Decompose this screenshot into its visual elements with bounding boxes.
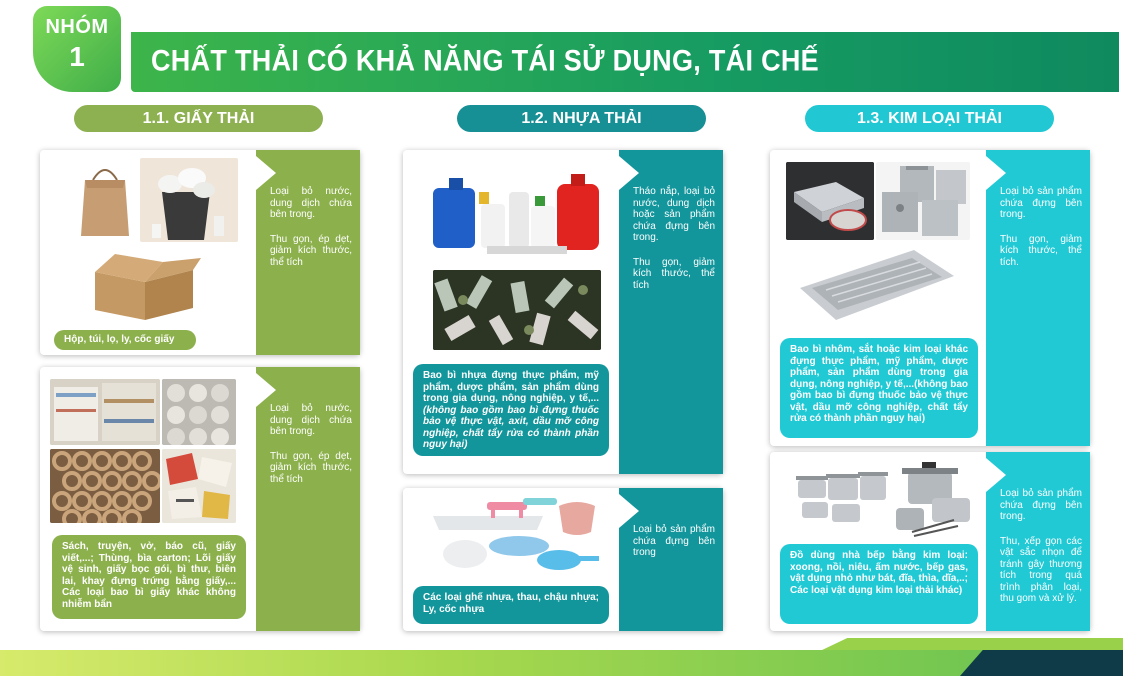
cardboard-box-image [85, 248, 203, 322]
paper-rolls-image [162, 379, 236, 445]
metal-card-1-caption: Bao bì nhôm, sắt hoặc kim loại khác đựng thực phẩm, mỹ phẩm, dược phẩm, sản phẩm dùng trong gia dụng, nông nghiệp, y tế,...(không bao gồm bao bì đựng thuốc bảo vệ thực vật, dầu mỡ công nghiệp, chất tẩy rửa có thành phần nguy hại) [780, 338, 978, 438]
metal-card-2-side [986, 452, 1090, 631]
group-number: 1 [69, 41, 85, 72]
metal-card-1 [770, 150, 1090, 446]
paper-cups-image [140, 158, 238, 242]
aluminium-pan-image [796, 246, 956, 330]
metal-card-1-side [986, 150, 1090, 446]
paper-card-2-side [256, 367, 360, 631]
paper-card-1-step-1: Loại bỏ nước, dung dịch chứa bên trong. [270, 186, 352, 220]
plastic-card-2-caption: Các loại ghế nhựa, thau, chậu nhựa; Ly, cốc nhựa [413, 586, 609, 624]
page-title: CHẤT THẢI CÓ KHẢ NĂNG TÁI SỬ DỤNG, TÁI CHẾ [151, 44, 819, 78]
group-badge [33, 6, 121, 92]
paper-card-2-step-2: Thu gọn, ép dẹt, giảm kích thước, thể tích [270, 450, 352, 485]
metal-cans-image [876, 162, 970, 240]
section-metal-label: 1.3. KIM LOẠI THẢI [805, 105, 1054, 132]
paper-card-1-side [256, 150, 360, 355]
kitchenware-image [782, 458, 978, 538]
paper-waste-image [162, 449, 236, 523]
paper-tubes-image [50, 449, 160, 523]
plastic-bottles-image [433, 270, 601, 350]
plastic-containers-image [427, 162, 603, 258]
aluminium-trays-image [786, 162, 874, 240]
plastic-card-1-caption [413, 364, 609, 456]
footer-stripe [0, 650, 1123, 676]
plastic-card-2-side [619, 488, 723, 631]
plastic-household-items-image [427, 494, 603, 578]
plastic-card-2-step-1: Loại bỏ sản phẩm chứa đựng bên trong [633, 524, 715, 558]
group-label: NHÓM [45, 16, 109, 38]
paper-card-2-caption: Sách, truyện, vở, báo cũ, giấy viết,...; Thùng, bìa carton; Lõi giấy vệ sinh, giấy bọc gói, bì thư, biên lai, khay đựng trứng bằng giấy,... Các loại bao bì giấy khác không nhiễm bẩn [52, 535, 246, 619]
plastic-card-2 [403, 488, 723, 631]
paper-card-1 [40, 150, 360, 355]
metal-card-1-step-2: Thu gọn, giảm kích thước, thể tích. [1000, 233, 1082, 268]
paper-bag-image [75, 158, 135, 240]
metal-card-2-step-1: Loại bỏ sản phẩm chứa đựng bên trong. [1000, 488, 1082, 522]
paper-card-1-step-2: Thu gọn, ép dẹt, giảm kích thước, thể tích [270, 233, 352, 268]
plastic-card-1 [403, 150, 723, 474]
plastic-card-1-caption-note: (không bao gồm bao bì đựng thuốc bảo vệ thực vật, axit, dầu mỡ công nghiệp, chất tẩy rửa có thành phần nguy hại) [423, 404, 599, 450]
plastic-card-1-caption-main: Bao bì nhựa đựng thực phẩm, mỹ phẩm, dược phẩm, sản phẩm dùng trong gia dụng, nông nghiệp, y tế,... [423, 370, 599, 404]
old-books-image [50, 379, 160, 445]
header-bar [131, 32, 1119, 92]
plastic-card-1-side [619, 150, 723, 474]
paper-card-2-step-1: Loại bỏ nước, dung dịch chứa bên trong. [270, 403, 352, 437]
section-plastic-label: 1.2. NHỰA THẢI [457, 105, 706, 132]
plastic-card-1-step-1: Tháo nắp, loại bỏ nước, dung dịch hoặc sản phẩm chứa đựng bên trong. [633, 186, 715, 243]
footer-dark-stripe [960, 650, 1123, 676]
section-paper-label: 1.1. GIẤY THẢI [74, 105, 323, 132]
metal-card-1-step-1: Loại bỏ sản phẩm chứa đựng bên trong. [1000, 186, 1082, 220]
paper-card-2 [40, 367, 360, 631]
metal-card-2-caption: Đồ dùng nhà bếp bằng kim loại: xoong, nồi, niêu, ấm nước, bếp gas, vật dụng nhỏ như bát, đĩa, thìa, dĩa,..; Các loại vật dụng kim loại thải khác) [780, 544, 978, 624]
paper-card-1-caption: Hộp, túi, lọ, ly, cốc giấy [54, 330, 196, 350]
metal-card-2-step-2: Thu, xếp gọn các vật sắc nhọn để tránh gây thương tích trong quá trình phân loại, thu gom và xử lý. [1000, 535, 1082, 604]
plastic-card-1-step-2: Thu gọn, giảm kích thước, thể tích [633, 256, 715, 291]
metal-card-2 [770, 452, 1090, 631]
